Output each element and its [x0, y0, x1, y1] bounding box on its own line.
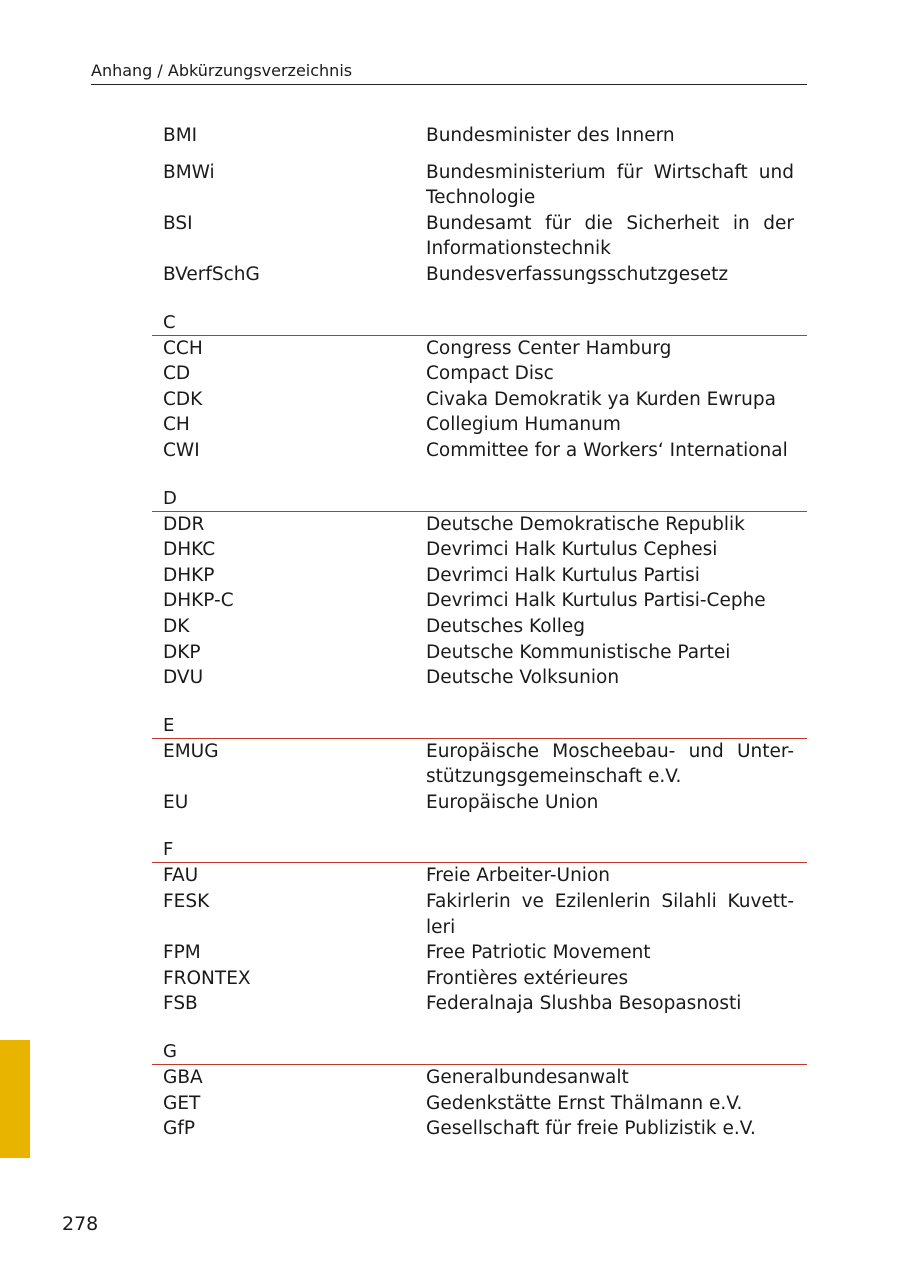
entry-abbreviation: EU: [163, 791, 189, 813]
entry-definition: Civaka Demokratik ya Kurden Ewrupa: [426, 388, 776, 410]
entry-row: [163, 412, 807, 438]
entry-definition: Collegium Humanum: [426, 414, 621, 436]
entry-definition: Congress Center Hamburg: [426, 337, 672, 359]
entry-definition: Bundesminister des Innern: [426, 125, 675, 146]
entry-definition: Devrimci Halk Kurtulus Cephesi: [426, 539, 718, 561]
letter-group-d: [163, 488, 807, 691]
entry-row: [163, 123, 807, 149]
entry-abbreviation: BMI: [163, 125, 198, 146]
entry-abbreviation: BMWi: [163, 161, 215, 183]
entry-definition: Europäische Moscheebau- und Unter-stützungsgemeinschaft e.V.: [426, 740, 794, 788]
section-letter: G: [152, 1041, 807, 1065]
entry-row: [163, 863, 807, 889]
entry-row: [163, 940, 807, 966]
section-letter: C: [152, 312, 807, 336]
entry-abbreviation: FAU: [163, 865, 199, 887]
entry-definition: Devrimci Halk Kurtulus Partisi: [426, 564, 700, 586]
entry-definition: Gedenkstätte Ernst Thälmann e.V.: [426, 1092, 743, 1114]
entry-abbreviation: DK: [163, 615, 190, 637]
entry-abbreviation: EMUG: [163, 740, 219, 762]
letter-group-c: [163, 312, 807, 464]
entry-abbreviation: DKP: [163, 641, 201, 663]
entry-abbreviation: FRONTEX: [163, 967, 251, 989]
entry-row: [163, 438, 807, 464]
entry-abbreviation: CCH: [163, 337, 203, 359]
lead-entries: [163, 123, 807, 288]
entry-abbreviation: CWI: [163, 439, 200, 461]
entry-row: [163, 160, 807, 211]
entry-row: [163, 640, 807, 666]
entry-definition: Fakirlerin ve Ezilenlerin Silahli Kuvett-leri: [426, 891, 794, 938]
entry-definition: Deutsches Kolleg: [426, 615, 585, 637]
entry-abbreviation: CDK: [163, 388, 203, 410]
entry-definition: Frontières extérieures: [426, 967, 629, 989]
entry-definition: Europäische Union: [426, 791, 599, 813]
entry-definition: Devrimci Halk Kurtulus Partisi-Cephe: [426, 590, 766, 612]
entry-abbreviation: GfP: [163, 1118, 196, 1140]
entry-definition: Deutsche Demokratische Republik: [426, 513, 745, 535]
entry-abbreviation: DHKC: [163, 539, 216, 561]
entry-abbreviation: FPM: [163, 942, 201, 964]
section-letter: D: [152, 488, 807, 512]
entry-row: [163, 1116, 807, 1142]
entry-definition: Federalnaja Slushba Besopasnosti: [426, 993, 742, 1015]
entry-row: [163, 361, 807, 387]
entry-definition: Free Patriotic Movement: [426, 942, 651, 964]
entry-definition: Bundesamt für die Sicherheit in der Informationstechnik: [426, 212, 794, 260]
entry-row: [163, 790, 807, 816]
letter-group-g: [163, 1041, 807, 1142]
entry-definition: Committee for a Workers‘ International: [426, 439, 788, 461]
chapter-thumb-tab: [0, 1040, 30, 1158]
running-header: Anhang / Abkürzungsverzeichnis: [91, 61, 807, 85]
entry-definition: Generalbundesanwalt: [426, 1067, 629, 1089]
entry-row: [163, 991, 807, 1017]
entry-row: [163, 211, 807, 262]
letter-group-f: [163, 839, 807, 1017]
entry-row: [163, 1091, 807, 1117]
entry-row: [163, 512, 807, 538]
entry-definition: Bundesministerium für Wirtschaft und Technologie: [426, 161, 794, 209]
entry-abbreviation: DVU: [163, 667, 204, 689]
entry-abbreviation: FESK: [163, 891, 210, 913]
entry-row: [163, 387, 807, 413]
abbreviation-list: [163, 123, 807, 1142]
entry-row: [163, 966, 807, 992]
entry-row: [163, 537, 807, 563]
entry-row: [163, 563, 807, 589]
entry-row: [163, 739, 807, 790]
entry-row: [163, 614, 807, 640]
entry-abbreviation: FSB: [163, 993, 198, 1015]
entry-row: [163, 262, 807, 288]
entry-definition: Deutsche Volksunion: [426, 667, 620, 689]
letter-group-e: [163, 715, 807, 816]
entry-definition: Freie Arbeiter-Union: [426, 865, 610, 887]
entry-abbreviation: CD: [163, 363, 191, 385]
entry-row: [163, 1065, 807, 1091]
entry-row: [163, 665, 807, 691]
entry-row: [163, 588, 807, 614]
entry-definition: Gesellschaft für freie Publizistik e.V.: [426, 1118, 756, 1140]
entry-abbreviation: BVerfSchG: [163, 263, 260, 285]
entry-row: [163, 336, 807, 362]
page-number: 278: [62, 1213, 99, 1235]
entry-abbreviation: CH: [163, 414, 190, 436]
section-letter: E: [152, 715, 807, 739]
section-letter: F: [152, 839, 807, 863]
entry-abbreviation: DHKP-C: [163, 590, 234, 612]
entry-abbreviation: GBA: [163, 1067, 203, 1089]
entry-definition: Bundesverfassungsschutzgesetz: [426, 263, 729, 285]
entry-abbreviation: DHKP: [163, 564, 215, 586]
entry-definition: Compact Disc: [426, 363, 554, 385]
entry-abbreviation: DDR: [163, 513, 205, 535]
entry-abbreviation: BSI: [163, 212, 193, 234]
entry-row: [163, 889, 807, 940]
entry-abbreviation: GET: [163, 1092, 201, 1114]
entry-definition: Deutsche Kommunistische Partei: [426, 641, 731, 663]
